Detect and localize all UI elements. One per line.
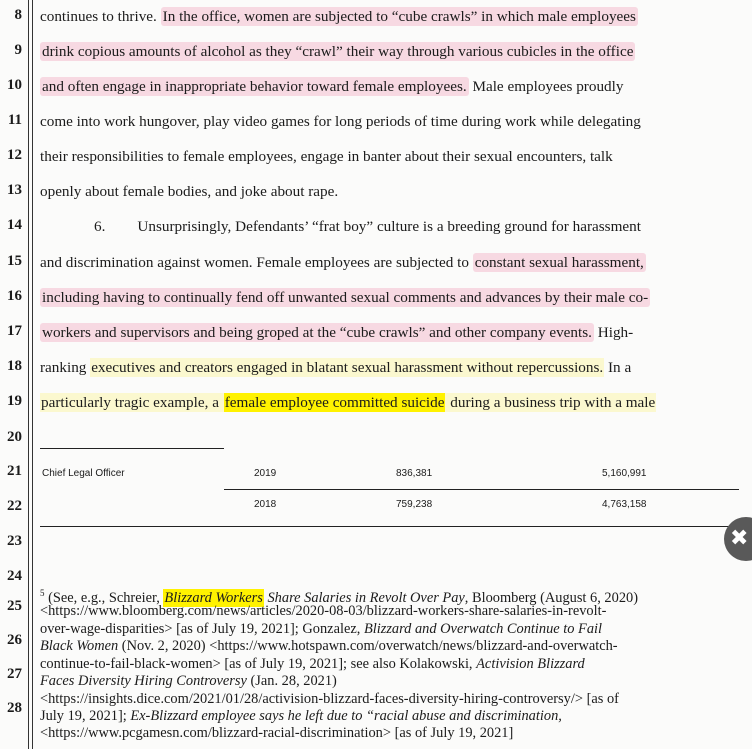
text: , Bloomberg (August 6, 2020) <box>464 589 638 606</box>
line-number: 20 <box>7 429 22 445</box>
body-line-18 <box>40 358 631 378</box>
text: Faces Diversity Hiring Controversy <box>40 673 247 689</box>
footnote-line <box>40 673 337 689</box>
margin-rule-outer <box>28 0 29 749</box>
text: come into work hungover, play video games for long periods of time during work while delegating <box>40 113 641 130</box>
text: and discrimination against women. Female employees are subjected to <box>40 254 473 271</box>
table-cell-total: 4,763,158 <box>602 499 647 510</box>
table-cell-salary: 836,381 <box>396 468 433 479</box>
body-line-17 <box>40 323 633 343</box>
text: (See, e.g., Schreier, <box>44 589 164 606</box>
line-number: 23 <box>7 533 22 549</box>
paragraph-number: 6. <box>94 218 106 235</box>
footnote-marker: 5 <box>40 588 45 598</box>
table-bottom-rule <box>40 526 739 527</box>
text: ranking <box>40 359 91 376</box>
line-number: 13 <box>7 182 22 198</box>
highlight-pink: constant sexual harassment, <box>474 254 644 271</box>
table-cell-year: 2019 <box>254 468 277 479</box>
highlight-yellow: Blizzard Workers <box>164 589 263 606</box>
text: Unsurprisingly, Defendants’ “frat boy” culture is a breeding ground for harassment <box>137 218 641 235</box>
line-number: 25 <box>7 598 22 614</box>
text: Activision Blizzard <box>476 656 585 672</box>
table-cell-year: 2018 <box>254 499 277 510</box>
text: Ex-Blizzard employee says he left due to “racial abuse and discrimination, <box>130 708 562 724</box>
highlight-pink: drink copious amounts of alcohol as they “crawl” their way through various cubicles in the office <box>42 43 634 60</box>
body-line-12 <box>40 147 613 167</box>
line-number: 26 <box>7 632 22 648</box>
line-number: 16 <box>7 288 22 304</box>
table-cell-salary: 759,238 <box>396 499 433 510</box>
footnote-line <box>40 621 602 637</box>
line-number: 8 <box>14 7 22 23</box>
text: (Jan. 28, 2021) <box>246 673 337 689</box>
footnote-line <box>40 708 562 724</box>
body-line-8 <box>40 7 638 27</box>
table-label: Chief Legal Officer <box>42 468 125 479</box>
highlight-yellow-light: during a business trip with a male <box>446 394 656 411</box>
footnote-line: <https://insights.dice.com/2021/01/28/activision-blizzard-faces-diversity-hiring-controversy/> [as of <box>40 691 619 707</box>
line-number: 9 <box>14 42 22 58</box>
text: their responsibilities to female employees, engage in banter about their sexual encounters, talk <box>40 148 613 165</box>
body-line-19 <box>40 393 656 413</box>
highlight-pink: In the office, women are subjected to “cube crawls” in which male employees <box>162 8 636 25</box>
body-line-16 <box>40 288 650 308</box>
highlight-pink: and often engage in inappropriate behavior toward female employees. <box>42 78 467 95</box>
body-line-15 <box>40 253 646 273</box>
highlight-pink: workers and supervisors and being groped at the “cube crawls” and other company events. <box>42 324 592 341</box>
line-number: 27 <box>7 666 22 682</box>
footnote-separator <box>40 448 224 449</box>
line-number: 12 <box>7 147 22 163</box>
highlight-yellow-light: particularly tragic example, a <box>41 394 223 411</box>
line-number: 24 <box>7 568 22 584</box>
body-line-14 <box>40 217 641 237</box>
text: In a <box>604 359 632 376</box>
text: Male employees proudly <box>468 78 624 95</box>
text: continues to thrive. <box>40 8 161 25</box>
text: High- <box>593 324 634 341</box>
text: continue-to-fail-black-women> [as of July 19, 2021]; see also Kolakowski, <box>40 656 477 672</box>
table-row-rule <box>224 489 739 490</box>
text: Black Women <box>40 638 119 654</box>
text: (Nov. 2, 2020) <https://www.hotspawn.com/overwatch/news/blizzard-and-overwatch- <box>118 638 618 654</box>
highlight-yellow: female employee committed suicide <box>224 394 445 411</box>
line-number: 21 <box>7 463 22 479</box>
line-number: 10 <box>7 77 22 93</box>
text: over-wage-disparities> [as of July 19, 2021]; Gonzalez, <box>40 621 364 637</box>
line-number: 17 <box>7 323 22 339</box>
table-cell-total: 5,160,991 <box>602 468 647 479</box>
text: openly about female bodies, and joke about rape. <box>40 183 339 200</box>
body-line-13 <box>40 182 338 202</box>
body-line-10 <box>40 77 623 97</box>
footnote-line <box>40 656 585 672</box>
chevron-icon[interactable]: ✖ <box>724 517 752 561</box>
footnote-line: <https://www.pcgamesn.com/blizzard-racial-discrimination> [as of July 19, 2021] <box>40 725 514 741</box>
line-number: 11 <box>7 112 22 128</box>
line-number: 28 <box>7 700 22 716</box>
line-number: 15 <box>7 253 22 269</box>
highlight-yellow-light: executives and creators engaged in blatant sexual harassment without repercussions. <box>91 359 604 376</box>
line-number: 22 <box>7 498 22 514</box>
footnote-line: <https://www.bloomberg.com/news/articles/2020-08-03/blizzard-workers-share-salaries-in-revolt- <box>40 603 607 619</box>
line-number: 14 <box>7 217 22 233</box>
text: Share Salaries in Revolt Over Pay <box>263 589 465 606</box>
footnote-line <box>40 638 618 654</box>
text: July 19, 2021]; <box>40 708 131 724</box>
text: Blizzard and Overwatch Continue to Fail <box>363 621 603 637</box>
highlight-pink: including having to continually fend off unwanted sexual comments and advances by their male co- <box>42 289 649 306</box>
body-line-11 <box>40 112 641 132</box>
line-number: 18 <box>7 358 22 374</box>
line-number: 19 <box>7 393 22 409</box>
margin-rule-inner <box>32 0 33 749</box>
body-line-9 <box>40 42 635 62</box>
